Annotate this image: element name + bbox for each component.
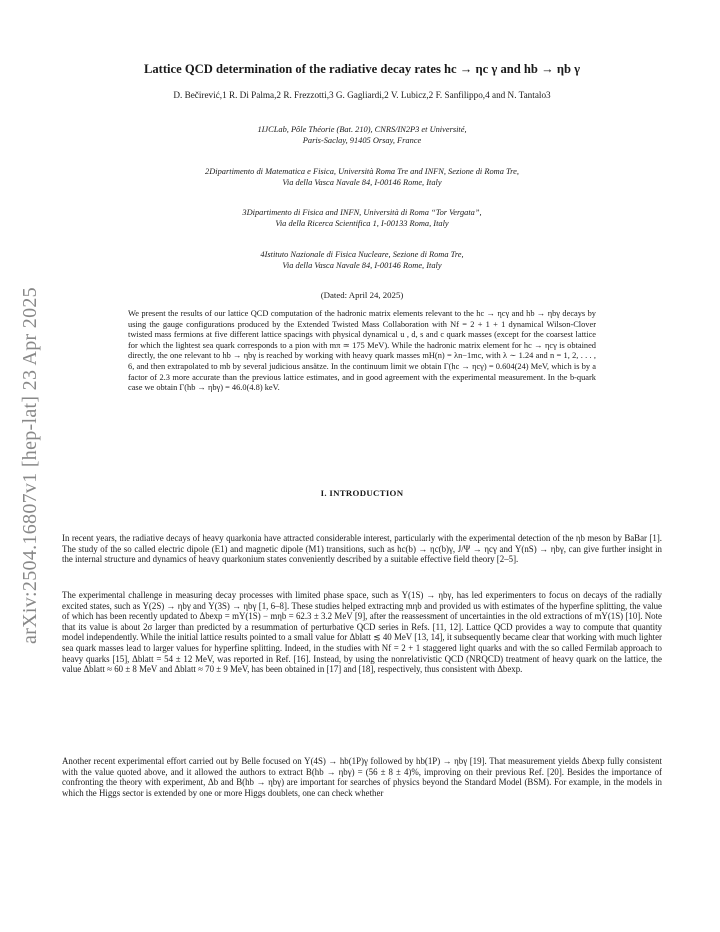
intro-paragraph-3 — [62, 756, 662, 798]
author-list: D. Bečirević,1 R. Di Palma,2 R. Frezzotti,3 G. Gagliardi,2 V. Lubicz,2 F. Sanfilippo,4 and N. Tantalo3 — [173, 90, 551, 100]
affiliation-line: Via della Ricerca Scientifica 1, I-00133 Roma, Italy — [275, 219, 449, 229]
intro-paragraph-2 — [62, 590, 662, 675]
affiliation-line: Via della Vasca Navale 84, I-00146 Rome, Italy — [282, 178, 442, 188]
paragraph-text: The experimental challenge in measuring decay processes with limited phase space, such as Υ(1S) → ηbγ, has led experimenters to focus on decays of the radially excited states, such as Υ(2S) → ηbγ and Υ(3S) → ηbγ [1, 6–8]. These studies helped extracting mηb and provided us with estimates of the hyperfine splitting, the value of which has been recently updated to Δbexp = mΥ(1S) − mηb = 62.3 ± 3.2 MeV [9], after the reassessment of uncertainties in the old extractions of mΥ(1S) [10]. Note that its value is about 2σ larger than predicted by a resummation of perturbative QCD series in Refs. [11, 12]. Lattice QCD provides a way to compute that quantity model independently. While the initial lattice results pointed to a small value for Δblatt ≲ 40 MeV [13, 14], it subsequently became clear that working with much lighter sea quark masses lead to larger values for hyperfine splitting. Indeed, in the studies with Nf = 2 + 1 staggered light quarks and with the so called Fermilab approach to heavy quarks [15], Δblatt = 54 ± 12 MeV, was reported in Ref. [16]. Instead, by using the nonrelativistic QCD (NRQCD) treatment of heavy quark on the lattice, the value Δblatt ≈ 60 ± 8 MeV and Δblatt ≈ 70 ± 9 MeV, has been obtained in [17] and [18], respectively, thus consistent with Δbexp. — [62, 590, 662, 675]
arxiv-margin-stamp — [14, 250, 46, 680]
affiliation-line: 1IJCLab, Pôle Théorie (Bat. 210), CNRS/IN2P3 et Université, — [257, 125, 467, 134]
affiliation-line: 2Dipartimento di Matematica e Fisica, Università Roma Tre and INFN, Sezione di Roma Tre, — [205, 167, 519, 176]
affiliation-line: Via della Vasca Navale 84, I-00146 Rome, Italy — [282, 261, 442, 271]
abstract — [128, 309, 596, 394]
affiliation-4 — [120, 249, 604, 272]
paper-title: Lattice QCD determination of the radiative decay rates hc → ηc γ and hb → ηb γ — [143, 62, 581, 76]
abstract-text: We present the results of our lattice QCD computation of the hadronic matrix elements relevant to the hc → ηcγ and hb → ηbγ decays by using the gauge configurations produced by the Extended Twisted Mass Collaboration with Nf = 2 + 1 + 1 dynamical Wilson-Clover twisted mass fermions at five different lattice spacings with physical dynamical u , d, s and c quark masses (except for the coarsest lattice for which the lightest sea quark corresponds to a pion with mπ ≃ 175 MeV). While the hadronic matrix element for hc → ηcγ is obtained directly, the one relevant to hb → ηbγ is reached by working with heavy quark masses mH(n) = λn−1mc, with λ ∼ 1.24 and n = 1, 2, . . . , 6, and then extrapolated to mb by several judicious ansätze. In the continuum limit we obtain Γ(hc → ηcγ) = 0.604(24) MeV, which is by a factor of 2.3 more accurate than the previous lattice estimates, and in good agreement with the experimental measurement. In the b-quark case we obtain Γ(hb → ηbγ) = 46.0(4.8) keV. — [128, 309, 596, 393]
paragraph-text: In recent years, the radiative decays of heavy quarkonia have attracted considerable interest, particularly with the experimental detection of the ηb meson by BaBar [1]. The study of the so called electric dipole (E1) and magnetic dipole (M1) transitions, such as hc(b) → ηc(b)γ, J/Ψ → ηcγ and Υ(nS) → ηbγ, can give further insight in the internal structure and dynamics of heavy quarkonium states conveniently described by a suitable effective field theory [2–5]. — [62, 533, 662, 565]
intro-paragraph-1 — [62, 533, 662, 565]
affiliation-line: 4Istituto Nazionale di Fisica Nucleare, Sezione di Roma Tre, — [260, 250, 464, 259]
affiliation-line: Paris-Saclay, 91405 Orsay, France — [302, 136, 422, 146]
paragraph-text: Another recent experimental effort carried out by Belle focused on Υ(4S) → hb(1P)γ followed by hb(1P) → ηbγ [19]. That measurement yields Δbexp fully consistent with the value quoted above, and it allowed the authors to extract B(hb → ηbγ) = (56 ± 8 ± 4)%, improving on their previous Ref. [20]. Besides the importance of confronting the theory with experiment, Δb and B(hb → ηbγ) are important for searches of physics beyond the Standard Model (BSM). For example, in the models in which the Higgs sector is extended by one or more Higgs doublets, one can check whether — [62, 756, 662, 798]
affiliation-2 — [120, 166, 604, 189]
section-heading-introduction: I. INTRODUCTION — [320, 488, 404, 498]
affiliation-1 — [120, 124, 604, 147]
dated-line: (Dated: April 24, 2025) — [320, 290, 404, 300]
affiliation-3 — [120, 207, 604, 230]
arxiv-identifier[interactable]: arXiv:2504.16807v1 [hep-lat] 23 Apr 2025 — [18, 286, 41, 644]
affiliation-line: 3Dipartimento di Fisica and INFN, Università di Roma “Tor Vergata”, — [242, 208, 482, 217]
